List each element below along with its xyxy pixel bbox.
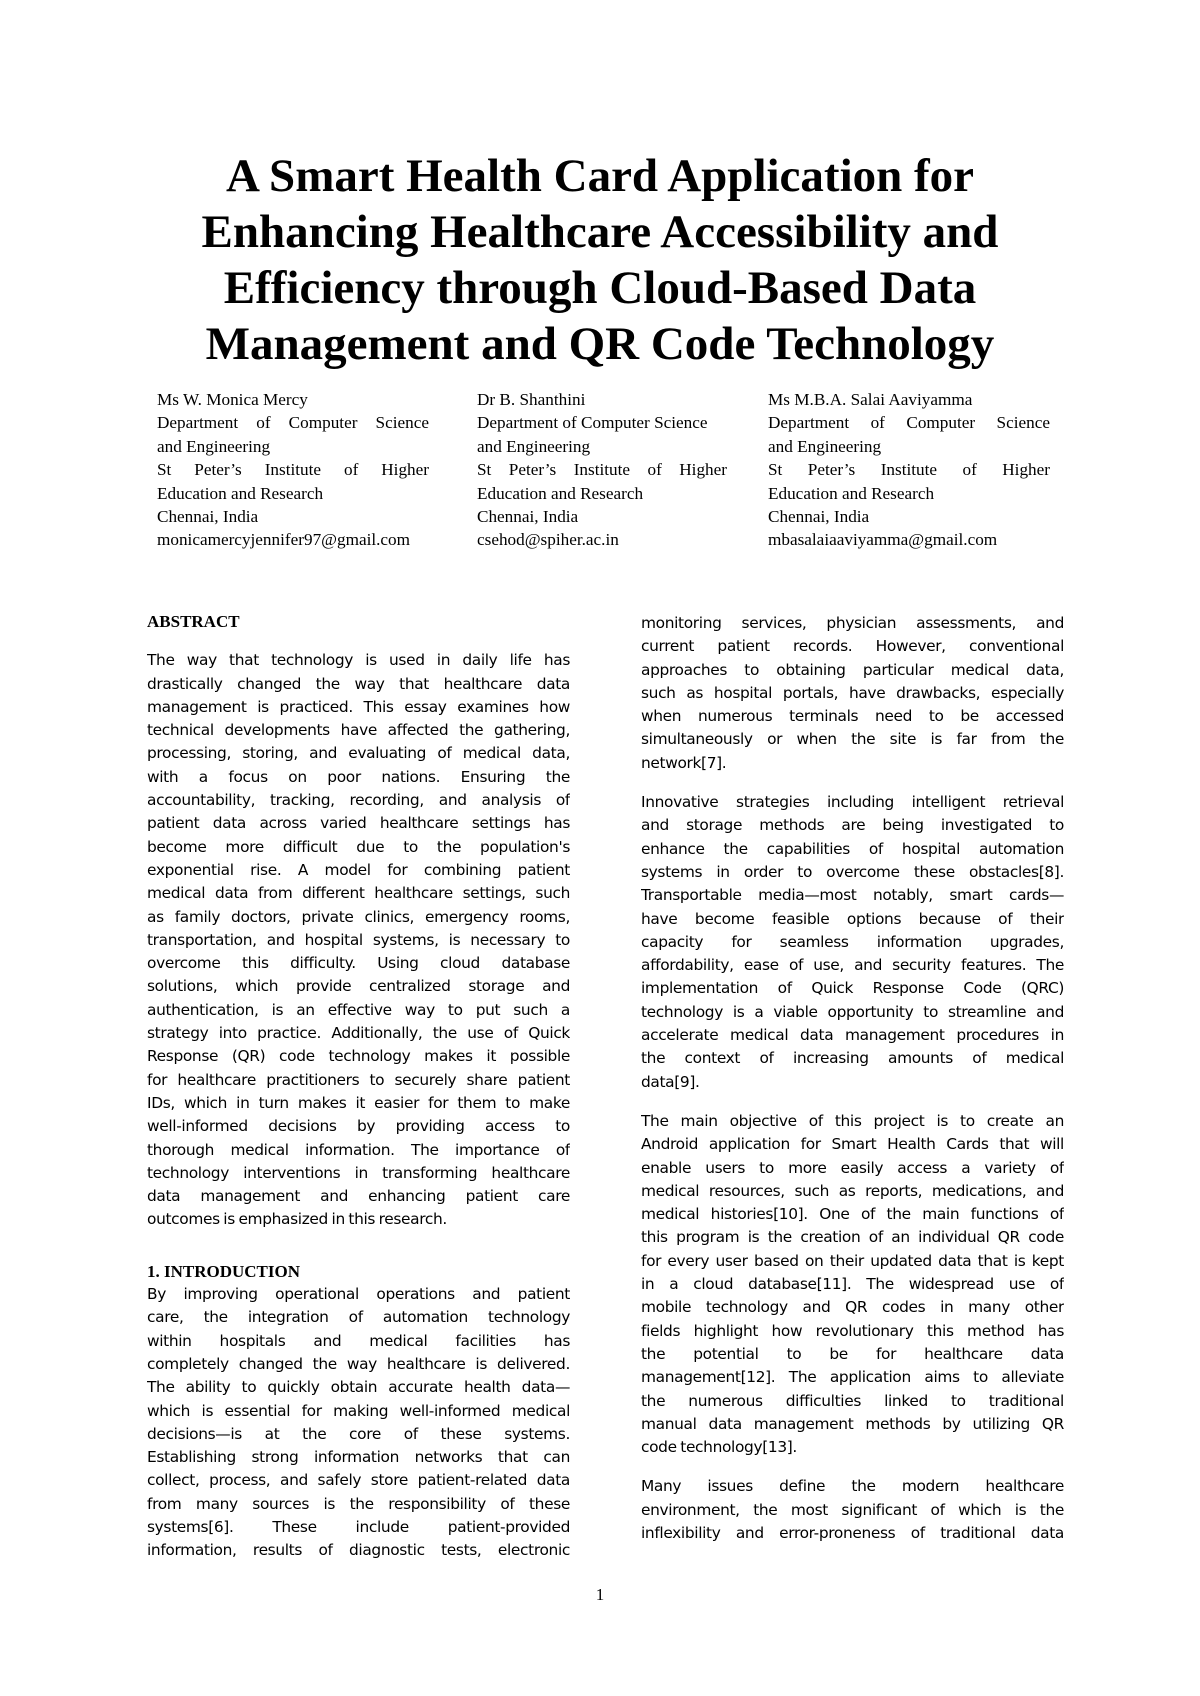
text-line: processing, storing, and evaluating of medical data, (147, 744, 570, 763)
text-line: technical developments have affected the gathering, (147, 721, 570, 740)
paragraph (641, 791, 1064, 1094)
paper-title (110, 148, 1090, 372)
text-line: technology interventions in transforming healthcare (147, 1163, 570, 1182)
introduction-heading: 1. INTRODUCTION (147, 1261, 301, 1281)
text-line: The ability to quickly obtain accurate health data— (147, 1378, 570, 1397)
text-line: authentication, is an effective way to put such a (147, 1000, 570, 1019)
introduction-body (147, 1283, 570, 1563)
author-2 (477, 388, 727, 552)
text-line: when numerous terminals need to be accessed (641, 707, 1064, 726)
text-line: solutions, which provide centralized storage and (147, 977, 570, 996)
text-line: overcome this difficulty. Using cloud database (147, 954, 570, 973)
author-department: and Engineering (477, 436, 591, 456)
text-line: systems in order to overcome these obstacles[8]. (641, 862, 1064, 881)
text-line: IDs, which in turn makes it easier for them to make (147, 1093, 570, 1112)
author-name: Ms W. Monica Mercy (157, 390, 308, 409)
title-line: Management and QR Code Technology (205, 318, 995, 370)
text-line: data[9]. (641, 1072, 700, 1091)
author-department: Department of Computer Science (768, 413, 1050, 433)
author-email: mbasalaiaaviyamma@gmail.com (768, 530, 998, 550)
text-line: completely changed the way healthcare is delivered. (147, 1354, 570, 1373)
text-line: affordability, ease of use, and security features. The (641, 956, 1064, 975)
text-line: collect, process, and safely store patient-related data (147, 1471, 570, 1490)
text-line: in a cloud database[11]. The widespread use of (641, 1275, 1064, 1294)
author-department: Department of Computer Science (157, 413, 429, 433)
text-line: care, the integration of automation technology (147, 1308, 570, 1327)
text-line: accountability, tracking, recording, and analysis of (147, 791, 570, 810)
author-location: Chennai, India (157, 507, 259, 527)
author-institution: Education and Research (768, 483, 935, 503)
text-line: enhance the capabilities of hospital automation (641, 839, 1064, 858)
author-name: Ms M.B.A. Salai Aaviyamma (768, 390, 973, 409)
author-location: Chennai, India (768, 507, 870, 527)
text-line: inflexibility and error-proneness of traditional data (641, 1523, 1064, 1542)
text-line: management[12]. The application aims to alleviate (641, 1368, 1064, 1387)
text-line: fields highlight how revolutionary this method has (641, 1321, 1064, 1340)
author-location: Chennai, India (477, 507, 579, 527)
text-line: exponential rise. A model for combining patient (147, 860, 570, 879)
left-column (147, 610, 570, 1563)
author-department: and Engineering (157, 436, 271, 456)
text-line: technology is a viable opportunity to streamline and (641, 1002, 1064, 1021)
author-institution: Education and Research (477, 483, 644, 503)
text-line: transportation, and hospital systems, is necessary to (147, 930, 570, 949)
text-line: information, results of diagnostic tests, electronic (147, 1541, 570, 1560)
author-institution: St Peter’s Institute of Higher (768, 460, 1050, 480)
text-line: become more difficult due to the population's (147, 837, 570, 856)
paragraph (641, 1475, 1064, 1545)
text-line: enable users to more easily access a variety of (641, 1158, 1064, 1177)
text-line: environment, the most significant of which is the (641, 1500, 1064, 1519)
text-line: Transportable media—most notably, smart cards— (641, 886, 1064, 905)
text-line: Establishing strong information networks that can (147, 1448, 570, 1467)
title-line: Efficiency through Cloud-Based Data (223, 262, 977, 314)
text-line: within hospitals and medical facilities has (147, 1331, 570, 1350)
text-line: approaches to obtaining particular medical data, (641, 660, 1064, 679)
right-column (641, 612, 1064, 1561)
text-line: code technology[13]. (641, 1438, 797, 1457)
title-line: Enhancing Healthcare Accessibility and (201, 206, 999, 258)
right-column-body (641, 612, 1064, 1545)
text-line: decisions—is at the core of these systems. (147, 1424, 570, 1443)
author-1 (157, 388, 429, 552)
text-line: thorough medical information. The importance of (147, 1140, 570, 1159)
author-institution: St Peter’s Institute of Higher (477, 460, 727, 480)
text-line: simultaneously or when the site is far from the (641, 730, 1064, 749)
text-line: Innovative strategies including intelligent retrieval (641, 793, 1064, 812)
author-department: Department of Computer Science (477, 413, 708, 433)
author-name: Dr B. Shanthini (477, 390, 586, 409)
text-line: this program is the creation of an individual QR code (641, 1228, 1064, 1247)
text-line: management is practiced. This essay examines how (147, 697, 570, 716)
paragraph (641, 612, 1064, 775)
text-line: medical data from different healthcare settings, such (147, 884, 570, 903)
text-line: accelerate medical data management procedures in (641, 1026, 1064, 1045)
text-line: well-informed decisions by providing access to (147, 1117, 570, 1136)
text-line: such as hospital portals, have drawbacks, especially (641, 683, 1064, 702)
text-line: have become feasible options because of their (641, 909, 1064, 928)
text-line: as family doctors, private clinics, emergency rooms, (147, 907, 570, 926)
text-line: implementation of Quick Response Code (QRC) (641, 979, 1064, 998)
author-institution: Education and Research (157, 483, 324, 503)
text-line: and storage methods are being investigated to (641, 816, 1064, 835)
text-line: the numerous difficulties linked to traditional (641, 1391, 1064, 1410)
author-3 (768, 388, 1050, 552)
text-line: for every user based on their updated data that is kept (641, 1251, 1064, 1270)
text-line: the context of increasing amounts of medical (641, 1049, 1064, 1068)
text-line: capacity for seamless information upgrades, (641, 932, 1064, 951)
author-department: and Engineering (768, 436, 882, 456)
text-line: the potential to be for healthcare data (641, 1344, 1064, 1363)
page-number: 1 (595, 1585, 605, 1604)
abstract-heading: ABSTRACT (147, 612, 240, 631)
text-line: mobile technology and QR codes in many other (641, 1298, 1064, 1317)
author-email: csehod@spiher.ac.in (477, 530, 619, 550)
text-line: Many issues define the modern healthcare (641, 1477, 1064, 1496)
text-line: which is essential for making well-informed medical (147, 1401, 570, 1420)
text-line: medical resources, such as reports, medications, and (641, 1181, 1064, 1200)
text-line: drastically changed the way that healthcare data (147, 674, 570, 693)
text-line: systems[6]. These include patient-provided (147, 1517, 570, 1536)
author-email: monicamercyjennifer97@gmail.com (157, 530, 411, 550)
author-institution: St Peter’s Institute of Higher (157, 460, 429, 480)
title-line: A Smart Health Card Application for (225, 150, 975, 202)
text-line: with a focus on poor nations. Ensuring the (147, 767, 570, 786)
text-line: medical histories[10]. One of the main functions of (641, 1205, 1064, 1224)
text-line: The way that technology is used in daily life has (147, 651, 570, 670)
text-line: data management and enhancing patient care (147, 1187, 570, 1206)
text-line: Android application for Smart Health Cards that will (641, 1135, 1064, 1154)
text-line: current patient records. However, conventional (641, 637, 1064, 656)
text-line: network[7]. (641, 753, 727, 772)
paragraph (641, 1110, 1064, 1459)
text-line: By improving operational operations and patient (147, 1285, 570, 1304)
text-line: for healthcare practitioners to securely share patient (147, 1070, 570, 1089)
text-line: Response (QR) code technology makes it possible (147, 1047, 570, 1066)
text-line: from many sources is the responsibility of these (147, 1494, 570, 1513)
text-line: monitoring services, physician assessments, and (641, 614, 1064, 632)
text-line: outcomes is emphasized in this research. (147, 1210, 447, 1229)
text-line: strategy into practice. Additionally, the use of Quick (147, 1024, 570, 1043)
abstract-body (147, 649, 570, 1231)
text-line: patient data across varied healthcare settings has (147, 814, 570, 833)
text-line: manual data management methods by utilizing QR (641, 1414, 1064, 1433)
text-line: The main objective of this project is to create an (641, 1111, 1064, 1130)
